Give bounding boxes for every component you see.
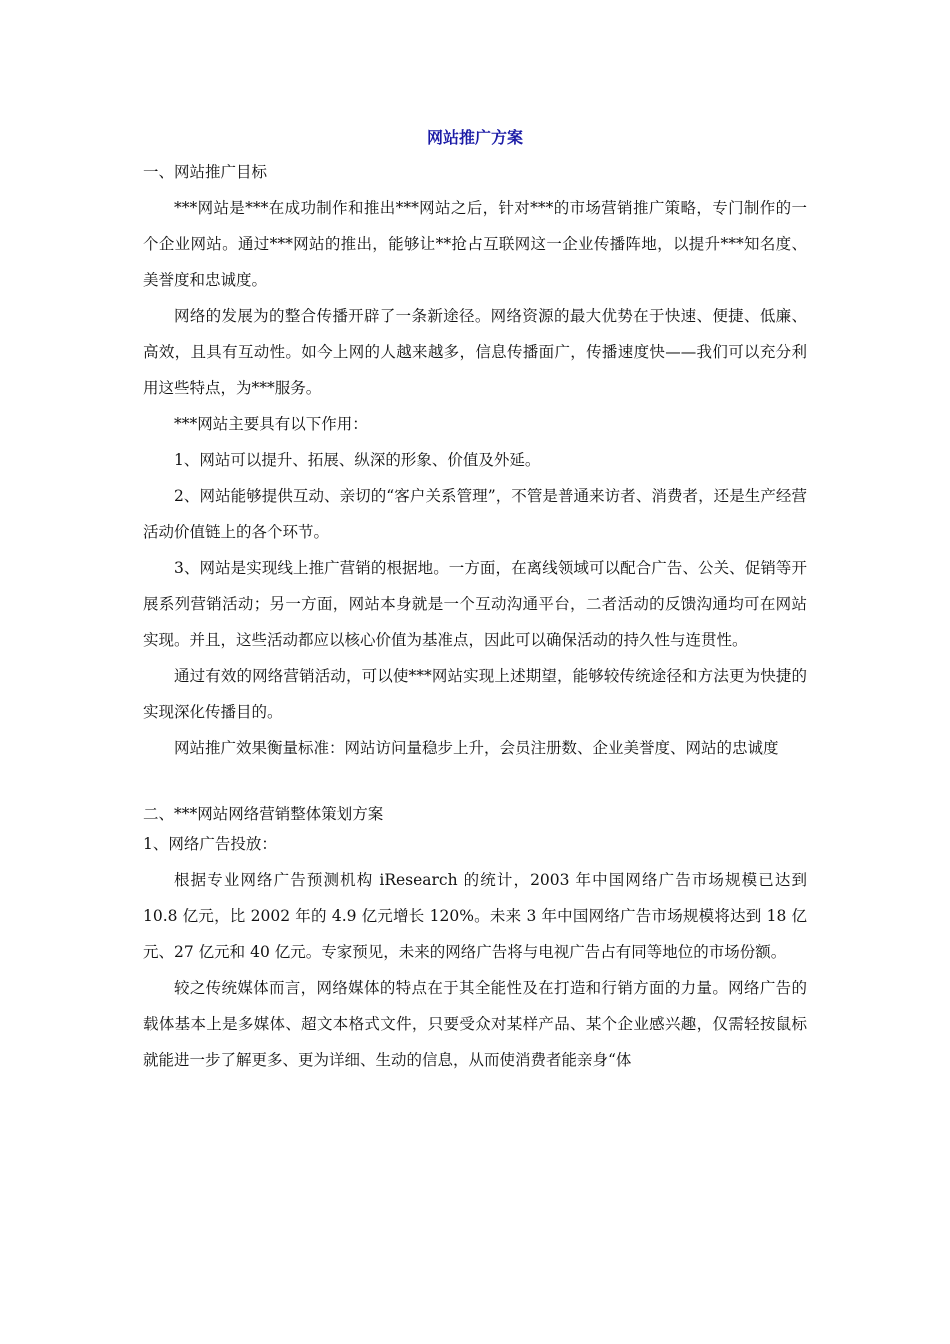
paragraph: 较之传统媒体而言，网络媒体的特点在于其全能性及在打造和行销方面的力量。网络广告的载体基本上是多媒体、超文本格式文件，只要受众对某样产品、某个企业感兴趣，仅需轻按鼠标就能进一步了解更多、更为详细、生动的信息，从而使消费者能亲身“体	[143, 979, 807, 1069]
document-title: 网站推广方案	[426, 128, 523, 147]
section-2-subheading: 1、网络广告投放：	[143, 835, 277, 853]
blank-line	[143, 766, 807, 802]
list-item: 2、网站能够提供互动、亲切的“客户关系管理”，不管是普通来访者、消费者，还是生产经营活动价值链上的各个环节。	[143, 487, 807, 541]
section-1-heading: 一、网站推广目标	[143, 163, 268, 181]
list-item: 1、网站可以提升、拓展、纵深的形象、价值及外延。	[174, 451, 541, 469]
document-body	[143, 126, 807, 1078]
paragraph: 网站推广效果衡量标准：网站访问量稳步上升，会员注册数、企业美誉度、网站的忠诚度	[174, 739, 779, 757]
paragraph: 根据专业网络广告预测机构 iResearch 的统计，2003 年中国网络广告市场规模已达到 10.8 亿元，比 2002 年的 4.9 亿元增长 120%。未来 3 年中国网络广告市场规模将达到 18 亿元、27 亿元和 40 亿元。专家预见，未来的网络广告将与电视广告占有同等地位的市场份额。	[143, 871, 807, 961]
paragraph: ***网站主要具有以下作用：	[174, 415, 368, 433]
paragraph: 通过有效的网络营销活动，可以使***网站实现上述期望，能够较传统途径和方法更为快捷的实现深化传播目的。	[143, 667, 807, 721]
list-item: 3、网站是实现线上推广营销的根据地。一方面，在离线领域可以配合广告、公关、促销等开展系列营销活动；另一方面，网站本身就是一个互动沟通平台，二者活动的反馈沟通均可在网站实现。并且，这些活动都应以核心价值为基准点，因此可以确保活动的持久性与连贯性。	[143, 559, 807, 649]
section-2-heading: 二、***网站网络营销整体策划方案	[143, 805, 384, 823]
paragraph: ***网站是***在成功制作和推出***网站之后，针对***的市场营销推广策略，专门制作的一个企业网站。通过***网站的推出，能够让**抢占互联网这一企业传播阵地，以提升***知名度、美誉度和忠诚度。	[143, 199, 807, 289]
paragraph: 网络的发展为的整合传播开辟了一条新途径。网络资源的最大优势在于快速、便捷、低廉、高效，且具有互动性。如今上网的人越来越多，信息传播面广，传播速度快——我们可以充分利用这些特点，为***服务。	[143, 307, 807, 397]
